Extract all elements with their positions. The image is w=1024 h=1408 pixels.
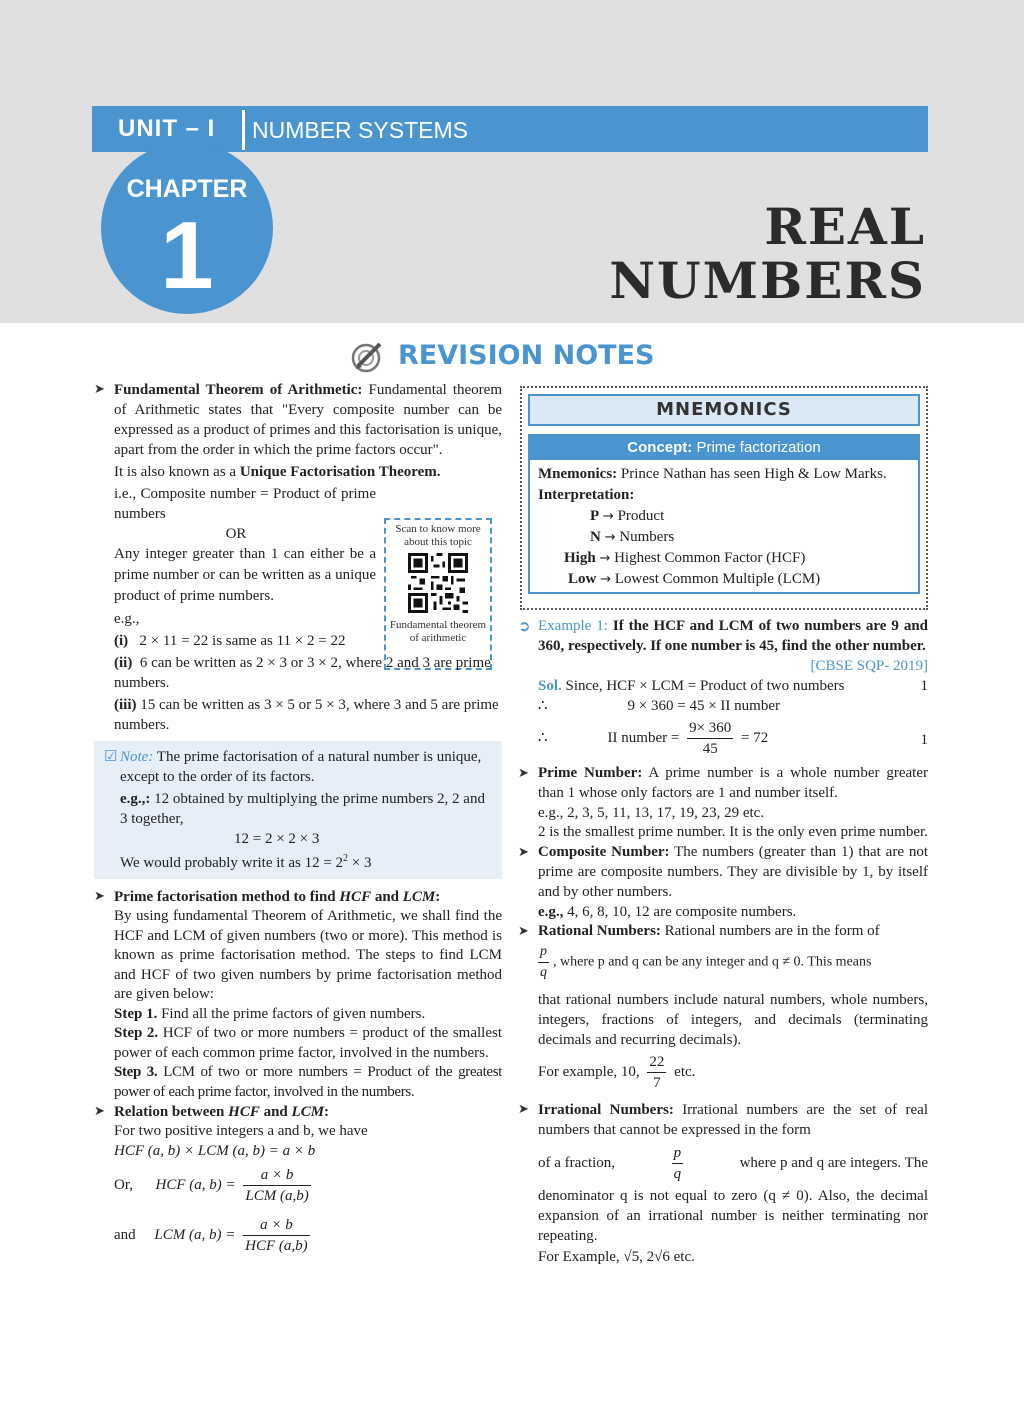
pf-bullet xyxy=(96,887,502,907)
bullet-arrow-icon: ➤ xyxy=(94,889,105,904)
interp-label: Interpretation: xyxy=(538,487,635,503)
sol-line2 xyxy=(520,696,928,716)
composite-bullet xyxy=(520,843,928,902)
bullet-arrow-icon: ➤ xyxy=(94,382,105,397)
note-box xyxy=(94,741,502,879)
mark-1: 1 xyxy=(920,678,928,694)
right-column xyxy=(520,386,928,1268)
interp-value: Lowest Common Multiple (LCM) xyxy=(614,571,821,587)
pf-head-1: Prime factorisation method to find xyxy=(114,889,340,905)
sol-line3-lhs: II number = xyxy=(607,729,680,746)
right-arrow-icon: → xyxy=(599,551,611,566)
interp-value: Highest Common Factor (HCF) xyxy=(614,550,806,566)
pf-head-hcf: HCF xyxy=(339,889,372,905)
rational-text: Rational numbers are in the form of xyxy=(660,923,880,940)
sol-line3 xyxy=(520,718,928,762)
interp-key: N xyxy=(590,529,601,545)
ex2-text: 6 can be written as 2 × 3 or 3 × 2, where 2 and 3 are prime numbers. xyxy=(114,655,491,691)
irrational-heading: Irrational Numbers: xyxy=(538,1102,674,1119)
and-word: and xyxy=(114,1226,136,1243)
bullet-arrow-icon: ➤ xyxy=(518,845,529,861)
known-bold: Unique Factorisation Theorem. xyxy=(239,464,441,480)
rational-bullet xyxy=(520,922,928,942)
lcm-denominator: HCF (a,b) xyxy=(245,1238,308,1254)
chapter-number: 1 xyxy=(160,202,214,309)
lcm-lhs: LCM (a, b) = xyxy=(154,1226,236,1243)
irrational-line2 xyxy=(520,1140,928,1186)
hcf-numerator: a × b xyxy=(243,1165,310,1186)
chapter-word: CHAPTER xyxy=(126,175,248,203)
bullet-arrow-icon: ➤ xyxy=(94,1104,105,1119)
interp-key: Low xyxy=(568,571,597,587)
prime-eg: e.g., 2, 3, 5, 11, 13, 17, 19, 23, 29 etc. xyxy=(538,804,765,821)
note-line xyxy=(104,747,494,787)
example-text: If the HCF and LCM of two numbers are 9 and 360, respectively. If one number is 45, find the other number. xyxy=(538,618,929,654)
example-arrow-icon: ➲ xyxy=(518,617,531,635)
chapter-header-band xyxy=(0,0,1024,323)
left-column xyxy=(96,380,502,1261)
known-pre: It is also known as a xyxy=(114,464,240,480)
rational-fraction xyxy=(538,942,549,983)
sol-line1 xyxy=(520,676,928,696)
step3-label: Step 3. xyxy=(114,1064,158,1080)
ex2-label: (ii) xyxy=(114,655,133,671)
ex3-label: (iii) xyxy=(114,697,137,713)
prime-bullet xyxy=(520,764,928,804)
note-write xyxy=(104,849,494,873)
relation-heading xyxy=(114,1104,329,1120)
rel-head-hcf: HCF xyxy=(228,1104,260,1120)
note-text: The prime factorisation of a natural number is unique, except to the order of its factors. xyxy=(120,749,482,785)
irrational-fraction xyxy=(672,1143,684,1184)
hcf-denominator: LCM (a,b) xyxy=(245,1188,309,1204)
example-label: Example 1: xyxy=(538,618,608,634)
qr-bottom-text: Fundamental theorem of arithmetic xyxy=(389,619,487,644)
rational-eg-fraction xyxy=(647,1052,666,1093)
fta-heading: Fundamental Theorem of Arithmetic: xyxy=(114,382,363,398)
eg-label: e.g., xyxy=(114,611,140,627)
mnemonic-label: Mnemonics: xyxy=(538,466,618,482)
concept-box xyxy=(528,434,920,594)
right-arrow-icon: → xyxy=(600,572,611,587)
note-eg-text: 12 obtained by multiplying the prime numbers 2, 2 and 3 together, xyxy=(120,791,485,827)
interp-row-high xyxy=(538,548,910,569)
relation-text: For two positive integers a and b, we have xyxy=(114,1123,368,1139)
rel-head-and: and xyxy=(259,1104,292,1120)
note-equation: 12 = 2 × 2 × 3 xyxy=(234,831,320,847)
relation-formula: HCF (a, b) × LCM (a, b) = a × b xyxy=(114,1142,316,1159)
rational-example xyxy=(520,1052,928,1096)
composite-eg xyxy=(520,903,928,923)
concept-label: Concept: xyxy=(627,439,693,456)
example-ref: [CBSE SQP- 2019] xyxy=(810,658,928,674)
chapter-title-line1: REAL xyxy=(764,197,926,256)
prime-text: A prime number is a whole number greater than 1 whose only factors are 1 and number itself. xyxy=(538,765,928,801)
step1-text: Find all the prime factors of given numbers. xyxy=(157,1005,426,1022)
revision-notes-title: REVISION NOTES xyxy=(398,340,655,371)
lcm-numerator: a × b xyxy=(243,1215,310,1236)
example-1 xyxy=(520,616,928,656)
step-2 xyxy=(96,1024,502,1063)
interp-row-low xyxy=(538,569,910,590)
pf-head-lcm: LCM xyxy=(402,889,436,905)
note-eg-label: e.g.,: xyxy=(120,791,151,807)
pf-head-end: : xyxy=(435,889,441,905)
rational-heading: Rational Numbers: xyxy=(538,923,661,940)
chapter-title-line2: NUMBERS xyxy=(609,251,926,310)
note-write-post: × 3 xyxy=(348,855,372,871)
rational-text3: that rational numbers include natural numbers, whole numbers, integers, fractions of integers, and decimals (terminating decimals and recurring decimals). xyxy=(538,992,928,1049)
step2-label: Step 2. xyxy=(114,1025,159,1041)
therefore-symbol: ∴ xyxy=(538,729,548,746)
irrational-text2: denominator q is not equal to zero (q ≠ 0). Also, the decimal expansion of an irrational number is neither terminating nor repeating. xyxy=(538,1188,928,1245)
rational-eg-numerator: 22 xyxy=(647,1052,666,1073)
rational-eg-post: etc. xyxy=(674,1064,696,1081)
unit-divider xyxy=(242,110,245,150)
mnemonics-title: MNEMONICS xyxy=(528,394,920,426)
concept-bar xyxy=(530,436,918,460)
step-3 xyxy=(96,1063,502,1102)
mnemonic-text: Prince Nathan has seen High & Low Marks. xyxy=(617,466,887,482)
pf-head-and: and xyxy=(371,889,403,905)
ex3-text: 15 can be written as 3 × 5 or 5 × 3, where 3 and 5 are prime numbers. xyxy=(114,697,499,733)
interp-row-p xyxy=(538,506,910,527)
or-word: Or, xyxy=(114,1176,133,1193)
pf-heading xyxy=(114,889,440,905)
sol-line3-rhs: = 72 xyxy=(741,729,769,746)
qr-top-text: Scan to know more about this topic xyxy=(395,523,481,548)
interp-key: High xyxy=(564,550,596,566)
prime-heading: Prime Number: xyxy=(538,765,643,781)
sol-line2-text: 9 × 360 = 45 × II number xyxy=(627,698,780,714)
unit-banner xyxy=(92,106,928,152)
example-ii xyxy=(96,653,502,693)
sol-label: Sol. xyxy=(538,678,562,694)
sol-denominator: 45 xyxy=(702,741,718,757)
irrational-example: For Example, √5, 2√6 etc. xyxy=(538,1249,695,1266)
pencil-target-icon xyxy=(350,338,386,374)
unit-title: NUMBER SYSTEMS xyxy=(252,117,468,143)
example-iii xyxy=(96,695,502,735)
therefore-symbol: ∴ xyxy=(538,698,548,714)
rational-numerator: p xyxy=(538,942,549,963)
composite-eg-text: 4, 6, 8, 10, 12 are composite numbers. xyxy=(563,903,797,920)
lcm-formula xyxy=(96,1215,502,1261)
composite-heading: Composite Number: xyxy=(538,844,670,861)
interp-row-n xyxy=(538,527,910,548)
sol-numerator: 9× 360 xyxy=(687,718,733,739)
example-i xyxy=(96,631,502,651)
interp-key: P xyxy=(590,508,600,524)
hcf-lhs: HCF (a, b) = xyxy=(155,1176,236,1193)
rational-eg-denominator: 7 xyxy=(653,1075,661,1092)
irrational-bullet xyxy=(520,1100,928,1140)
note-write-exp: 2 xyxy=(343,853,349,864)
concept-body xyxy=(530,460,918,592)
hcf-fraction xyxy=(243,1165,310,1206)
pf-text: By using fundamental Theorem of Arithmetic, we shall find the HCF and LCM of given numbers (two or more). This method is known as prime factorisation method. The steps to find LCM and HCF of two given numbers by prime factorisation method are given below: xyxy=(114,908,502,1002)
checkbox-icon: ☑ xyxy=(104,749,118,765)
rational-line2 xyxy=(520,942,928,990)
mnemonic-line xyxy=(538,464,910,485)
fta-known-as xyxy=(96,462,502,482)
right-arrow-icon: → xyxy=(604,530,616,545)
ex1-label: (i) xyxy=(114,633,129,649)
composite-eg-label: e.g., xyxy=(538,903,564,920)
irrational-numerator: p xyxy=(672,1143,684,1164)
right-arrow-icon: → xyxy=(602,509,614,524)
fta-bullet xyxy=(96,380,502,460)
interp-value: Numbers xyxy=(619,529,675,545)
step3-text: LCM of two or more numbers = Product of the greatest power of each prime factor, involved in the numbers. xyxy=(114,1064,502,1100)
interp-value: Product xyxy=(617,508,665,524)
bullet-arrow-icon: ➤ xyxy=(518,766,529,781)
rational-text2: , where p and q can be any integer and q ≠ 0. This means xyxy=(553,954,872,970)
sol-fraction xyxy=(687,718,733,759)
chapter-title xyxy=(609,197,926,310)
rational-denominator: q xyxy=(540,965,547,981)
hcf-formula xyxy=(96,1165,502,1211)
chapter-badge xyxy=(101,142,273,314)
irrational-of: of a fraction, xyxy=(538,1155,616,1172)
irrational-where: where p and q are integers. The xyxy=(739,1155,928,1172)
rel-head-lcm: LCM xyxy=(291,1104,325,1120)
mnemonics-frame xyxy=(520,386,928,610)
rel-head-1: Relation between xyxy=(114,1104,229,1120)
bullet-arrow-icon: ➤ xyxy=(518,1102,529,1118)
step-1 xyxy=(96,1005,502,1025)
note-eg xyxy=(104,789,494,829)
rel-head-end: : xyxy=(324,1104,330,1120)
step2-text: HCF of two or more numbers = product of the smallest power of each common prime factor, involved in the numbers. xyxy=(114,1025,502,1061)
ex1-text: 2 × 11 = 22 is same as 11 × 2 = 22 xyxy=(139,633,346,649)
lcm-fraction xyxy=(243,1215,310,1256)
or-label: OR xyxy=(225,526,247,542)
any-integer-text: Any integer greater than 1 can either be a prime number or can be written as a unique product of prime numbers. xyxy=(114,546,376,604)
sol-text: Since, HCF × LCM = Product of two numbers xyxy=(561,678,845,694)
composite-text: The numbers (greater than 1) that are not prime are composite numbers. They are divisible by 1, by itself and by other numbers. xyxy=(538,844,929,900)
relation-bullet xyxy=(96,1102,502,1122)
ie-line: i.e., Composite number = Product of prime numbers xyxy=(114,486,376,522)
unit-label: UNIT – I xyxy=(118,115,216,142)
note-label: Note: xyxy=(120,749,154,765)
irrational-denominator: q xyxy=(673,1165,682,1182)
fta-text: Fundamental theorem of Arithmetic states that "Every composite number can be expressed as a product of primes and this factorisation is unique, apart from the order in which the prime factors occur". xyxy=(114,382,502,458)
irrational-text: Irrational numbers are the set of real numbers that cannot be expressed in the form xyxy=(538,1102,928,1139)
interpretation-label xyxy=(538,485,910,506)
note-write-pre: We would probably write it as 12 = 2 xyxy=(120,855,344,871)
rational-eg-pre: For example, 10, xyxy=(538,1064,640,1081)
mark-2: 1 xyxy=(920,732,928,748)
prime-note: 2 is the smallest prime number. It is the only even prime number. xyxy=(538,824,928,841)
step1-label: Step 1. xyxy=(114,1005,158,1022)
concept-value: Prime factorization xyxy=(692,439,821,456)
bullet-arrow-icon: ➤ xyxy=(518,924,529,940)
